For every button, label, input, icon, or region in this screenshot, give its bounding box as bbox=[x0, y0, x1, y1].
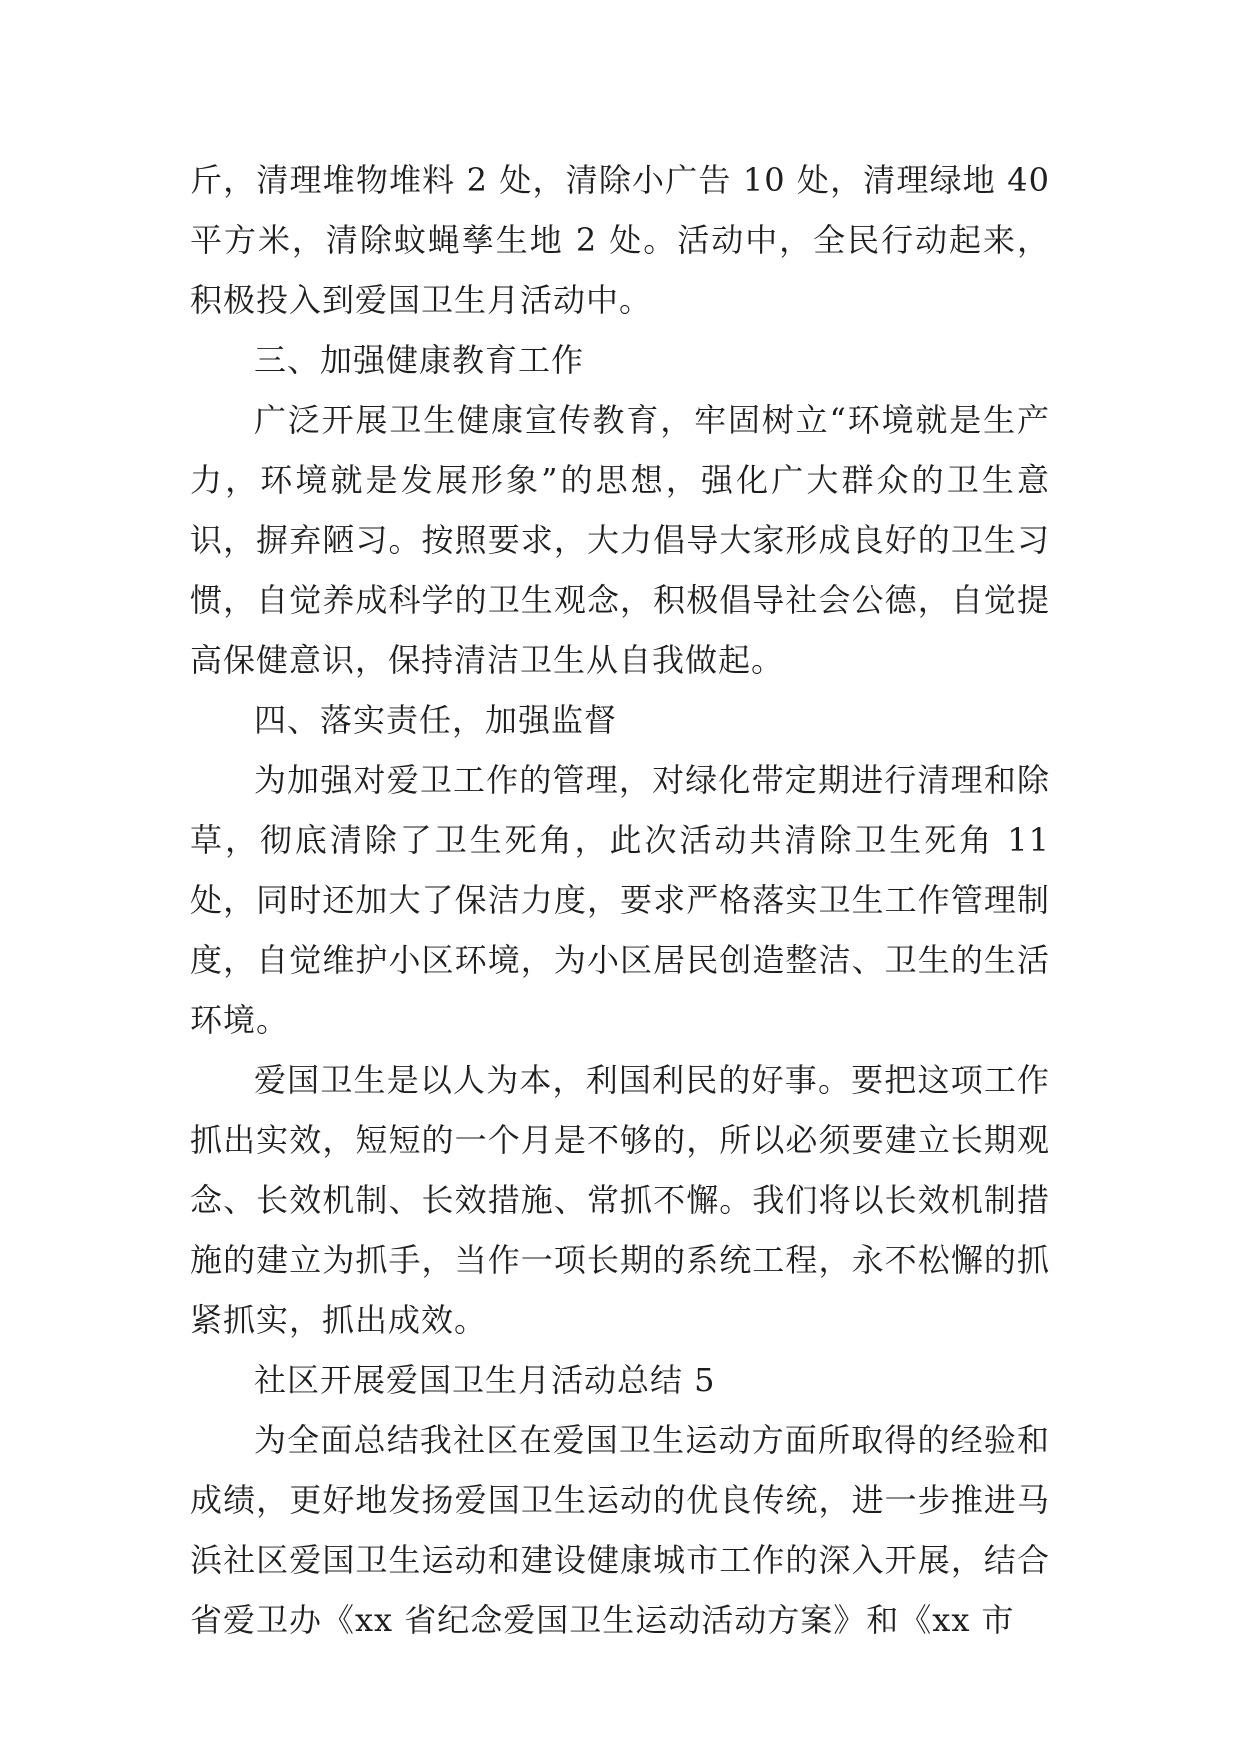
document-title-summary-5: 社区开展爱国卫生月活动总结 5 bbox=[254, 1361, 716, 1399]
document-body bbox=[190, 150, 1050, 1650]
paragraph-responsibility: 为加强对爱卫工作的管理，对绿化带定期进行清理和除草，彻底清除了卫生死角，此次活动共清除卫生死角 11 处，同时还加大了保洁力度，要求严格落实卫生工作管理制度，自觉维护小区环境，为小区居民创造整洁、卫生的生活环境。 bbox=[190, 761, 1050, 1039]
paragraph-summary-intro: 为全面总结我社区在爱国卫生运动方面所取得的经验和成绩，更好地发扬爱国卫生运动的优良传统，进一步推进马浜社区爱国卫生运动和建设健康城市工作的深入开展，结合省爱卫办《xx 省纪念爱国卫生运动活动方案》和《xx 市 bbox=[190, 1421, 1050, 1639]
section-heading-health-education: 三、加强健康教育工作 bbox=[254, 341, 585, 379]
paragraph-health-education: 广泛开展卫生健康宣传教育，牢固树立“环境就是生产力，环境就是发展形象”的思想，强化广大群众的卫生意识，摒弃陋习。按照要求，大力倡导大家形成良好的卫生习惯，自觉养成科学的卫生观念，积极倡导社会公德，自觉提高保健意识，保持清洁卫生从自我做起。 bbox=[190, 401, 1050, 679]
paragraph-continuation: 斤，清理堆物堆料 2 处，清除小广告 10 处，清理绿地 40 平方米，清除蚊蝇孳生地 2 处。活动中，全民行动起来，积极投入到爱国卫生月活动中。 bbox=[190, 161, 1050, 319]
paragraph-conclusion: 爱国卫生是以人为本，利国利民的好事。要把这项工作抓出实效，短短的一个月是不够的，所以必须要建立长期观念、长效机制、长效措施、常抓不懈。我们将以长效机制措施的建立为抓手，当作一项长期的系统工程，永不松懈的抓紧抓实，抓出成效。 bbox=[190, 1061, 1050, 1339]
section-heading-responsibility: 四、落实责任，加强监督 bbox=[254, 701, 618, 739]
